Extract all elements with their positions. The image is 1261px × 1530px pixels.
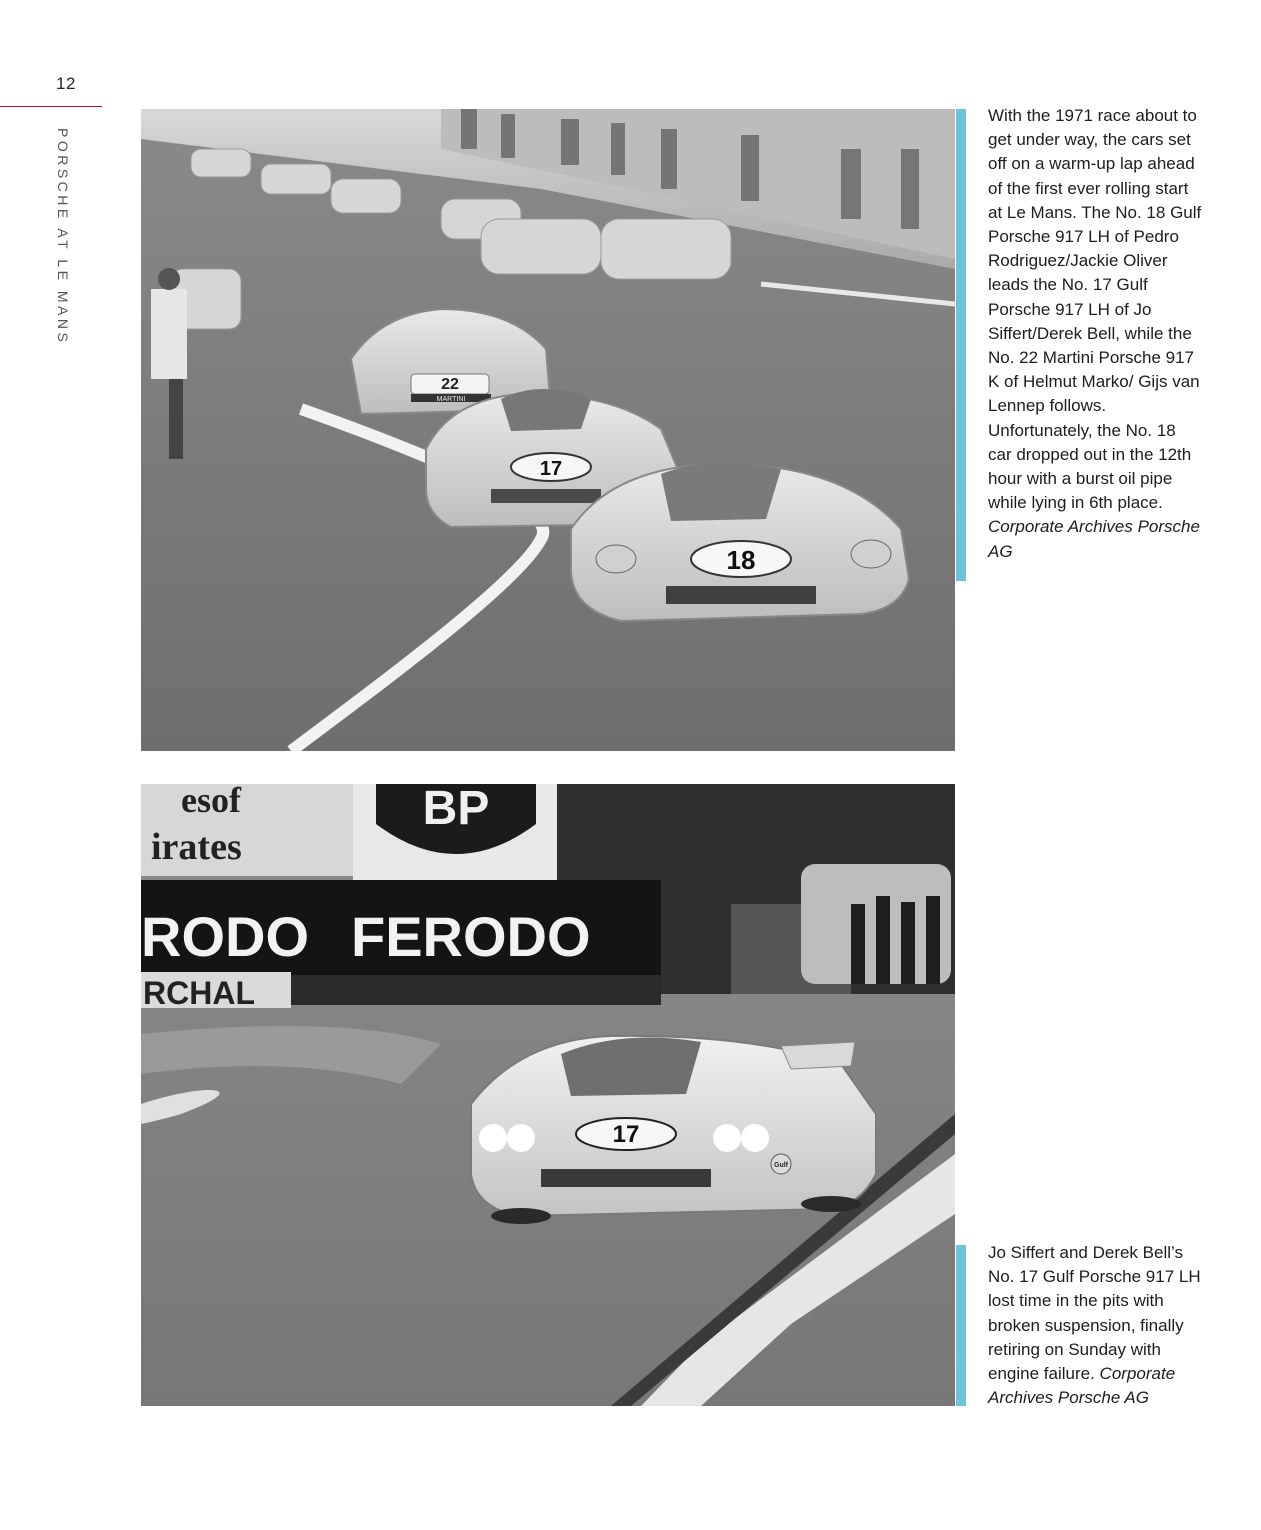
billboard-top-left-line2: irates	[151, 826, 242, 868]
car-22-number: 22	[441, 376, 459, 393]
car-17-number-closeup: 17	[612, 1121, 640, 1148]
caption-accent-bar	[956, 109, 966, 581]
running-title: PORSCHE AT LE MANS	[55, 128, 71, 346]
photo-rolling-start-image	[141, 109, 955, 751]
car-17-number: 17	[539, 458, 563, 480]
caption-text: Jo Siffert and Derek Bell’s No. 17 Gulf Porsche 917 LH lost time in the pits with broken suspension, finally retiring on Sunday with engine failure.	[988, 1243, 1201, 1384]
caption-rolling-start	[988, 104, 1203, 564]
caption-accent-bar	[956, 1245, 966, 1406]
photo-rolling-start	[141, 109, 955, 751]
photo-car-17	[141, 784, 955, 1406]
page-number: 12	[56, 74, 76, 93]
ferodo-banner-right: FERODO	[351, 905, 591, 968]
martini-script: MARTINI	[436, 396, 466, 403]
car-18-number: 18	[726, 545, 756, 575]
caption-car-17	[988, 1241, 1203, 1410]
ferodo-banner-left: RODO	[141, 905, 309, 968]
marchal-sign: RCHAL	[143, 975, 255, 1011]
header-rule	[0, 106, 102, 107]
photo-credit: Corporate Archives Porsche AG	[988, 517, 1200, 561]
bp-sign: BP	[422, 784, 490, 835]
photo-car-17-image	[141, 784, 955, 1406]
billboard-top-left-line1: esof	[181, 784, 241, 820]
caption-text: With the 1971 race about to get under way, the cars set off on a warm-up lap ahead of the first ever rolling start at Le Mans. The No. 18 Gulf Porsche 917 LH of Pedro Rodriguez/Jackie Oliver leads the No. 17 Gulf Porsche 917 LH of Jo Siffert/Derek Bell, while the No. 22 Martini Porsche 917 K of Helmut Marko/ Gijs van Lennep follows. Unfortunately, the No. 18 car dropped out in the 12th hour with a burst oil pipe while lying in 6th place.	[988, 106, 1202, 513]
photo-credit: Corporate Archives Porsche AG	[988, 1364, 1176, 1408]
gulf-badge: Gulf	[774, 1162, 788, 1169]
